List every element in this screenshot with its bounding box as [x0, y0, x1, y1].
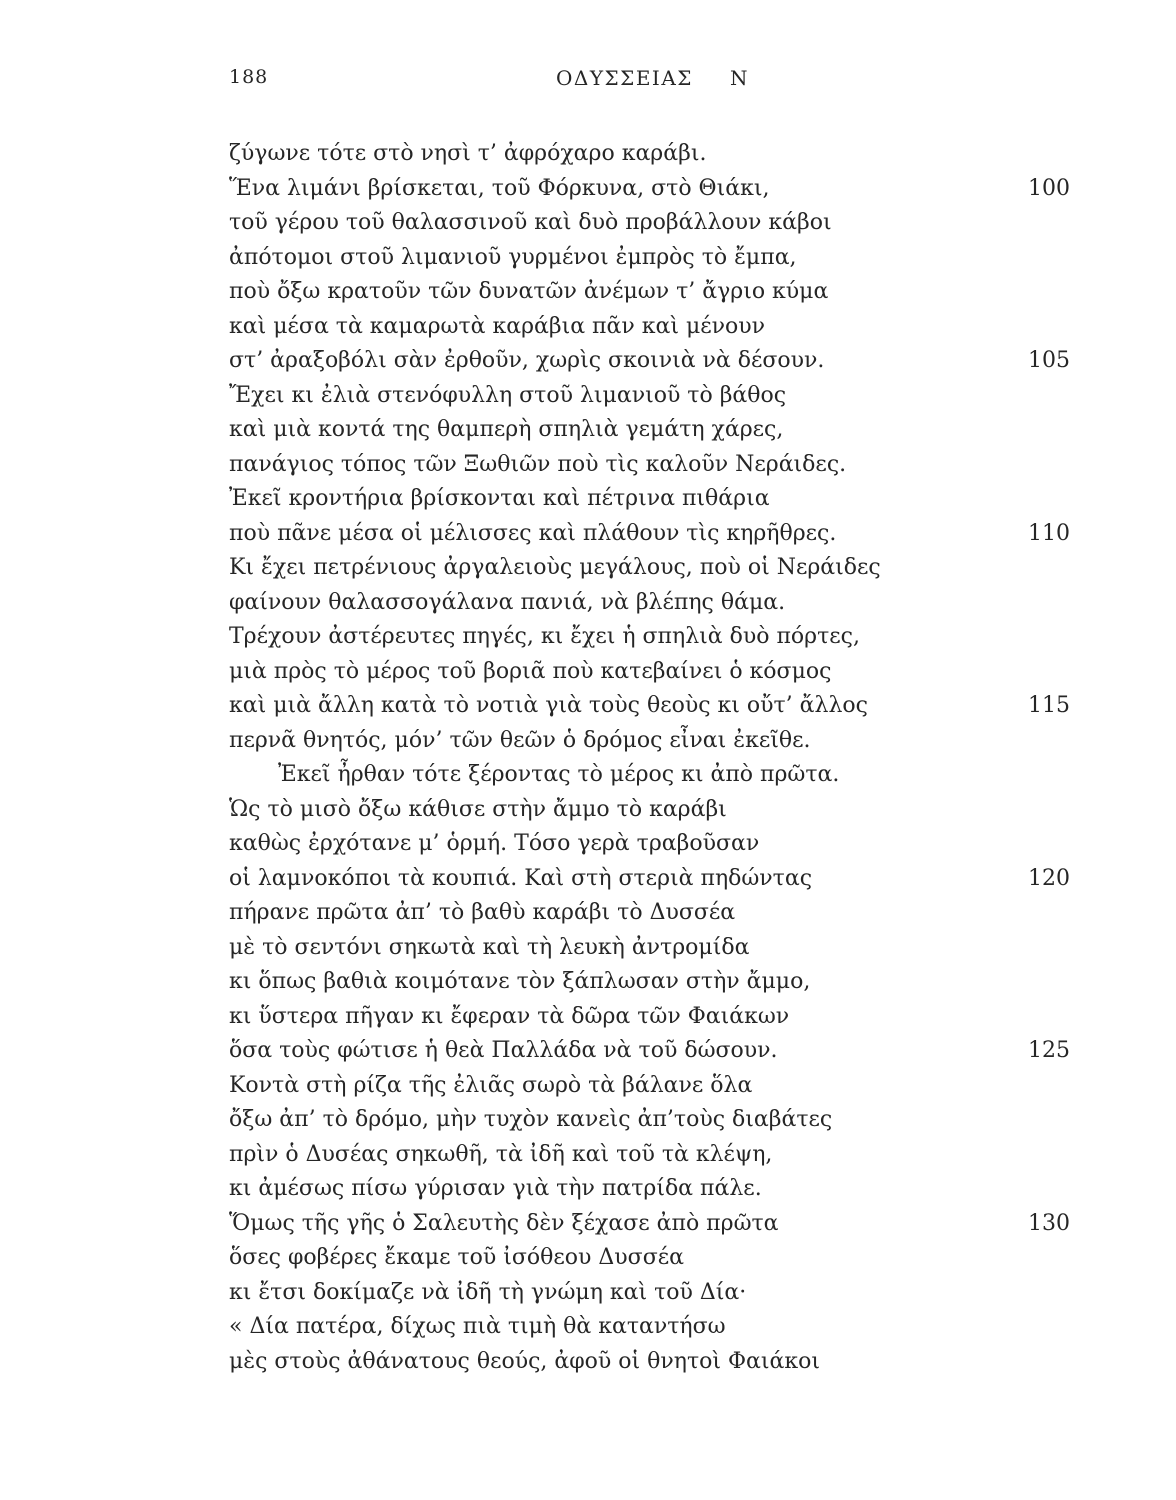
verse-text: Ἐκεῖ ἦρθαν τότε ξέροντας τὸ μέρος κι ἀπὸ πρῶτα. [278, 762, 840, 787]
verse-line [0, 758, 1176, 793]
verse-line [0, 310, 1176, 345]
line-number: 100 [1028, 175, 1070, 201]
verse-line [0, 517, 1176, 552]
verse-line [0, 931, 1176, 966]
verse-line [0, 1069, 1176, 1104]
verse-line [0, 793, 1176, 828]
verse-text: ποὺ πᾶνε μέσα οἱ μέλισσες καὶ πλάθουν τὶς κηρῆθρες. [229, 520, 837, 546]
line-number: 130 [1028, 1210, 1070, 1236]
verse-text: ὅσες φοβέρες ἔκαμε τοῦ ἰσόθεου Δυσσέα [229, 1245, 684, 1270]
verse-line [0, 724, 1176, 759]
verse-text: ζύγωνε τότε στὸ νησὶ τ’ ἀφρόχαρο καράβι. [229, 141, 707, 166]
verse-text: ἀπότομοι στοῦ λιμανιοῦ γυρμένοι ἐμπρὸς τὸ ἔμπα, [229, 244, 797, 270]
line-number: 105 [1028, 348, 1070, 373]
verse-text: πανάγιος τόπος τῶν Ξωθιῶν ποὺ τὶς καλοῦν Νεράιδες. [229, 451, 847, 477]
verse-text: μὲ τὸ σεντόνι σηκωτὰ καὶ τὴ λευκὴ ἀντρομίδα [229, 934, 750, 960]
page-number: 188 [229, 66, 269, 88]
verse-text: Ὡς τὸ μισὸ ὄξω κάθισε στὴν ἄμμο τὸ καράβι [229, 796, 727, 822]
verse-text: μιὰ πρὸς τὸ μέρος τοῦ βοριᾶ ποὺ κατεβαίνει ὁ κόσμος [229, 658, 832, 684]
verse-block [0, 137, 1176, 1379]
verse-line [0, 448, 1176, 483]
verse-line [0, 620, 1176, 655]
verse-line [0, 1276, 1176, 1311]
verse-text: κι ἀμέσως πίσω γύρισαν γιὰ τὴν πατρίδα πάλε. [229, 1176, 762, 1201]
verse-line [0, 1034, 1176, 1069]
verse-line [0, 482, 1176, 517]
verse-text: « Δία πατέρα, δίχως πιὰ τιμὴ θὰ καταντήσω [229, 1314, 726, 1339]
line-number: 110 [1028, 520, 1070, 546]
line-number: 120 [1028, 865, 1070, 891]
verse-line [0, 413, 1176, 448]
book-letter: Ν [730, 66, 748, 90]
verse-text: περνᾶ θνητός, μόν’ τῶν θεῶν ὁ δρόμος εἶναι ἐκεῖθε. [229, 727, 811, 753]
verse-text: καὶ μέσα τὰ καμαρωτὰ καράβια πᾶν καὶ μένουν [229, 313, 766, 339]
verse-text: τοῦ γέρου τοῦ θαλασσινοῦ καὶ δυὸ προβάλλουν κάβοι [229, 210, 832, 235]
verse-text: φαίνουν θαλασσογάλανα πανιά, νὰ βλέπης θάμα. [229, 589, 786, 615]
verse-text: κι ὅπως βαθιὰ κοιμότανε τὸν ξάπλωσαν στὴν ἄμμο, [229, 969, 811, 994]
verse-line [0, 862, 1176, 897]
verse-line [0, 172, 1176, 207]
verse-line [0, 1138, 1176, 1173]
verse-text: πρὶν ὁ Δυσέας σηκωθῆ, τὰ ἰδῆ καὶ τοῦ τὰ κλέψη, [229, 1141, 773, 1167]
verse-text: οἱ λαμνοκόποι τὰ κουπιά. Καὶ στὴ στεριὰ πηδώντας [229, 865, 813, 891]
verse-text: καὶ μιὰ ἄλλη κατὰ τὸ νοτιὰ γιὰ τοὺς θεοὺς κι οὔτ’ ἄλλος [229, 693, 868, 718]
verse-text: Κοντὰ στὴ ρίζα τῆς ἐλιᾶς σωρὸ τὰ βάλανε ὅλα [229, 1072, 753, 1098]
verse-line [0, 965, 1176, 1000]
verse-line [0, 344, 1176, 379]
verse-line [0, 1310, 1176, 1345]
verse-text: πήρανε πρῶτα ἀπ’ τὸ βαθὺ καράβι τὸ Δυσσέα [229, 900, 736, 925]
verse-line [0, 379, 1176, 414]
verse-line [0, 1207, 1176, 1242]
verse-text: Ἕνα λιμάνι βρίσκεται, τοῦ Φόρκυνα, στὸ Θιάκι, [229, 175, 770, 201]
verse-line [0, 689, 1176, 724]
verse-line [0, 241, 1176, 276]
verse-line [0, 206, 1176, 241]
line-number: 125 [1028, 1038, 1070, 1063]
running-title: ΟΔΥΣΣΕΙΑΣ [556, 66, 693, 90]
verse-text: Ὅμως τῆς γῆς ὁ Σαλευτὴς δὲν ξέχασε ἀπὸ πρῶτα [229, 1210, 779, 1236]
verse-text: στ’ ἀραξοβόλι σὰν ἐρθοῦν, χωρὶς σκοινιὰ νὰ δέσουν. [229, 348, 825, 373]
verse-text: Τρέχουν ἀστέρευτες πηγές, κι ἔχει ἡ σπηλιὰ δυὸ πόρτες, [229, 624, 860, 649]
verse-text: Κι ἔχει πετρένιους ἀργαλειοὺς μεγάλους, ποὺ οἱ Νεράιδες [229, 555, 881, 580]
page-header [0, 66, 1176, 96]
verse-text: κι ἔτσι δοκίμαζε νὰ ἰδῆ τὴ γνώμη καὶ τοῦ Δία· [229, 1279, 747, 1305]
verse-line [0, 137, 1176, 172]
verse-line [0, 1172, 1176, 1207]
verse-line [0, 827, 1176, 862]
verse-line [0, 896, 1176, 931]
verse-line [0, 1103, 1176, 1138]
verse-line [0, 1241, 1176, 1276]
verse-text: κι ὕστερα πῆγαν κι ἔφεραν τὰ δῶρα τῶν Φαιάκων [229, 1003, 790, 1029]
verse-line [0, 586, 1176, 621]
verse-line [0, 551, 1176, 586]
verse-text: Ἔχει κι ἐλιὰ στενόφυλλη στοῦ λιμανιοῦ τὸ βάθος [229, 382, 787, 408]
line-number: 115 [1028, 693, 1070, 718]
verse-text: Ἐκεῖ κροντήρια βρίσκονται καὶ πέτρινα πιθάρια [229, 486, 770, 511]
verse-text: ποὺ ὄξω κρατοῦν τῶν δυνατῶν ἀνέμων τ’ ἄγριο κύμα [229, 279, 829, 304]
verse-text: καθὼς ἐρχότανε μ’ ὁρμή. Τόσο γερὰ τραβοῦσαν [229, 831, 760, 856]
verse-line [0, 655, 1176, 690]
verse-text: καὶ μιὰ κοντά της θαμπερὴ σπηλιὰ γεμάτη χάρες, [229, 417, 784, 442]
verse-text: μὲς στοὺς ἀθάνατους θεούς, ἀφοῦ οἱ θνητοὶ Φαιάκοι [229, 1348, 820, 1374]
verse-text: ὄξω ἀπ’ τὸ δρόμο, μὴν τυχὸν κανεὶς ἀπ’τοὺς διαβάτες [229, 1107, 833, 1132]
verse-text: ὅσα τοὺς φώτισε ἡ θεὰ Παλλάδα νὰ τοῦ δώσουν. [229, 1038, 778, 1063]
verse-line [0, 1000, 1176, 1035]
verse-line [0, 275, 1176, 310]
verse-line [0, 1345, 1176, 1380]
